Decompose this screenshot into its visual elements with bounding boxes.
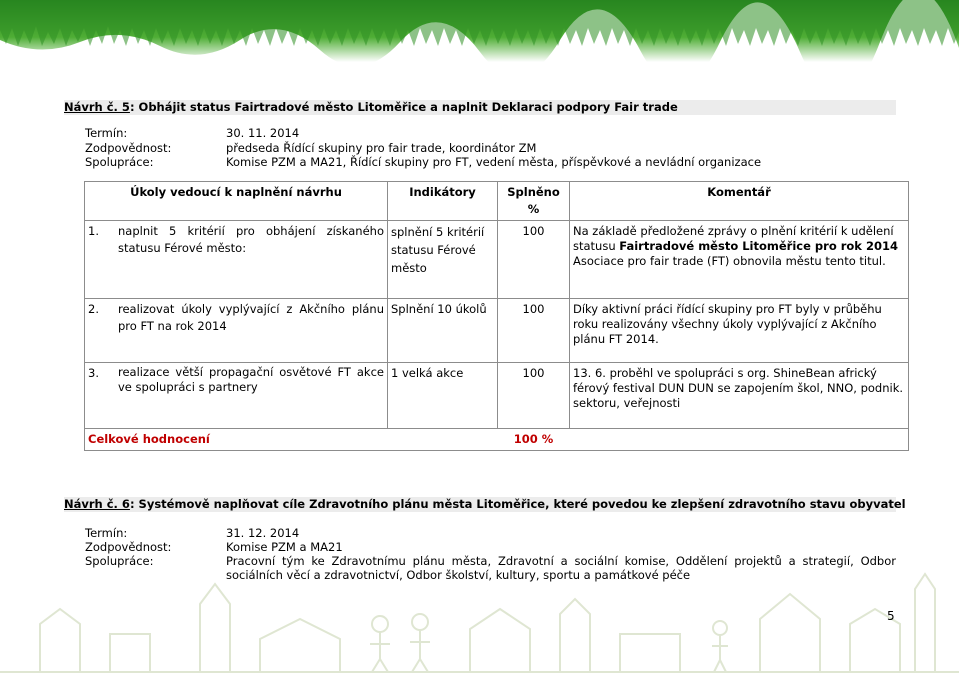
indicator-cell: 1 velká akce — [388, 363, 498, 429]
header-tasks: Úkoly vedoucí k naplnění návrhu — [85, 182, 388, 221]
done-cell: 100 — [498, 299, 570, 363]
section6-coop-label: Spolupráce: — [85, 554, 154, 568]
done-cell: 100 — [498, 363, 570, 429]
comment-text-a: Na základě předložené zprávy o plnění kritérií k udělení statusu — [573, 224, 894, 253]
section5-term-value: 30. 11. 2014 — [226, 126, 300, 140]
task-text: realizovat úkoly vyplývající z Akčního plánu pro FT na rok 2014 — [118, 302, 384, 333]
section5-term-label: Termín: — [85, 126, 128, 140]
section5-resp-value: předseda Řídící skupiny pro fair trade, koordinátor ZM — [226, 141, 537, 155]
comment-cell: 13. 6. proběhl ve spolupráci s org. ShineBean africký férový festival DUN DUN se zapojením škol, NNO, podnik. sektoru, veřejnosti — [570, 363, 909, 429]
total-row — [85, 429, 909, 451]
comment-text-bold: Fairtradové město Litoměřice pro rok 2014 — [619, 239, 898, 253]
tasks-table — [84, 181, 909, 451]
section6-term-value: 31. 12. 2014 — [226, 526, 300, 540]
table-header-row — [85, 182, 909, 221]
indicator-cell: splnění 5 kritérií statusu Férové město — [388, 221, 498, 299]
task-cell — [85, 299, 388, 363]
header-indicators: Indikátory — [388, 182, 498, 221]
row-number: 2. — [88, 302, 99, 316]
comment-cell — [570, 221, 909, 299]
total-label: Celkové hodnocení — [85, 429, 498, 451]
section5-heading-prefix: Návrh č. 5 — [64, 100, 130, 114]
section5-resp-label: Zodpovědnost: — [85, 141, 172, 155]
section6-resp-label: Zodpovědnost: — [85, 540, 172, 554]
section5-coop-value: Komise PZM a MA21, Řídící skupiny pro FT, vedení města, příspěvkové a nevládní organizace — [226, 155, 762, 169]
task-text: realizace větší propagační osvětové FT akce ve spolupráci s partnery — [118, 365, 384, 394]
section6-heading-text: : Systémově naplňovat cíle Zdravotního plánu města Litoměřice, které povedou ke zlepšení zdravotního stavu obyvatel — [129, 497, 906, 511]
page-number: 5 — [887, 609, 895, 623]
grass-header-decoration — [0, 0, 959, 62]
task-cell — [85, 363, 388, 429]
header-done: Splněno % — [498, 182, 570, 221]
section6-term-label: Termín: — [85, 526, 128, 540]
table-row — [85, 221, 909, 299]
total-value: 100 % — [498, 429, 570, 451]
section6-heading — [64, 497, 906, 512]
task-cell — [85, 221, 388, 299]
section6-heading-prefix: Návrh č. 6 — [64, 497, 130, 511]
table-row — [85, 363, 909, 429]
header-comment: Komentář — [570, 182, 909, 221]
section5-coop-label: Spolupráce: — [85, 155, 154, 169]
section6-coop-value: Pracovní tým ke Zdravotnímu plánu města, Zdravotní a sociální komise, Oddělení projektů a strategií, Odbor sociálních věcí a zdravotnictví, Odbor školství, kultury, sportu a památkové péče — [226, 554, 896, 582]
done-cell: 100 — [498, 221, 570, 299]
town-illustration — [0, 564, 959, 674]
table-row — [85, 299, 909, 363]
row-number: 1. — [88, 224, 99, 238]
section6-resp-value: Komise PZM a MA21 — [226, 540, 343, 554]
section5-heading — [64, 100, 896, 115]
total-empty-cell — [570, 429, 909, 451]
section5-heading-text: : Obhájit status Fairtradové město Litoměřice a naplnit Deklaraci podpory Fair trade — [129, 100, 678, 114]
comment-cell: Díky aktivní práci řídící skupiny pro FT byly v průběhu roku realizovány všechny úkoly vyplývající z Akčního plánu FT 2014. — [570, 299, 909, 363]
indicator-cell: Splnění 10 úkolů — [388, 299, 498, 363]
task-text: naplnit 5 kritérií pro obhájení získaného statusu Férové město: — [118, 224, 384, 255]
row-number: 3. — [88, 366, 99, 380]
comment-text-c: Asociace pro fair trade (FT) obnovila městu tento titul. — [573, 254, 886, 268]
